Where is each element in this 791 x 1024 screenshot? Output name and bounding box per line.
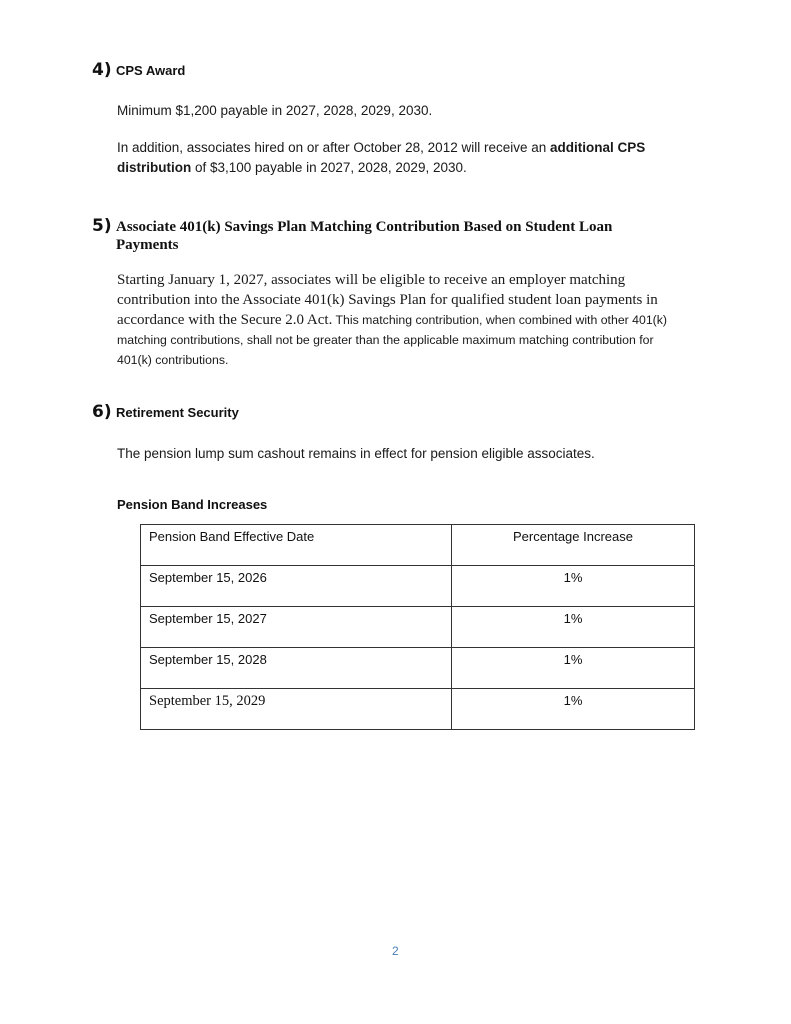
section-number: 5) xyxy=(92,216,112,236)
percentage-cell: 1% xyxy=(452,607,695,648)
section-4-heading xyxy=(92,60,185,80)
cps-additional-paragraph xyxy=(117,138,677,178)
effective-date-cell: September 15, 2028 xyxy=(141,648,452,689)
section-5-heading xyxy=(92,216,636,254)
cps-minimum-paragraph: Minimum $1,200 payable in 2027, 2028, 2029, 2030. xyxy=(117,103,433,118)
section-title: CPS Award xyxy=(116,63,186,78)
page-number: 2 xyxy=(392,944,399,958)
bold-text-run: additional CPS distribution xyxy=(117,140,646,175)
pension-cashout-paragraph: The pension lump sum cashout remains in effect for pension eligible associates. xyxy=(117,446,595,461)
table-row xyxy=(141,689,695,730)
section-number: 4) xyxy=(92,60,112,80)
percentage-cell: 1% xyxy=(452,648,695,689)
text-run: of $3,100 payable in 2027, 2028, 2029, 2030. xyxy=(191,160,467,175)
section-number: 6) xyxy=(92,402,112,422)
text-run: In addition, associates hired on or after October 28, 2012 will receive an xyxy=(117,140,550,155)
table-header-row xyxy=(141,525,695,566)
pension-band-heading: Pension Band Increases xyxy=(117,497,268,512)
percentage-cell: 1% xyxy=(452,566,695,607)
column-header: Percentage Increase xyxy=(452,525,695,566)
effective-date-cell: September 15, 2027 xyxy=(141,607,452,648)
section-title: Retirement Security xyxy=(116,405,239,420)
effective-date-cell: September 15, 2029 xyxy=(141,689,452,730)
section-title: Associate 401(k) Savings Plan Matching Contribution Based on Student Loan Payments xyxy=(116,219,613,253)
text-run: Starting January 1, 2027, associates will be eligible to receive an employer matching contribution into the Associate 401(k) Savings Plan for qualified student loan payments in accordance with the Secure 2.0 Act. xyxy=(117,272,658,328)
table-row xyxy=(141,607,695,648)
student-loan-match-paragraph xyxy=(117,270,677,370)
effective-date-cell: September 15, 2026 xyxy=(141,566,452,607)
percentage-cell: 1% xyxy=(452,689,695,730)
section-6-heading xyxy=(92,402,239,422)
table-row xyxy=(141,648,695,689)
text-run: This matching contribution, when combined with other 401(k) matching contributions, shall not be greater than the applicable maximum matching contribution for 401(k) contributions. xyxy=(117,313,668,367)
column-header: Pension Band Effective Date xyxy=(141,525,452,566)
table-row xyxy=(141,566,695,607)
pension-band-table xyxy=(140,524,695,730)
